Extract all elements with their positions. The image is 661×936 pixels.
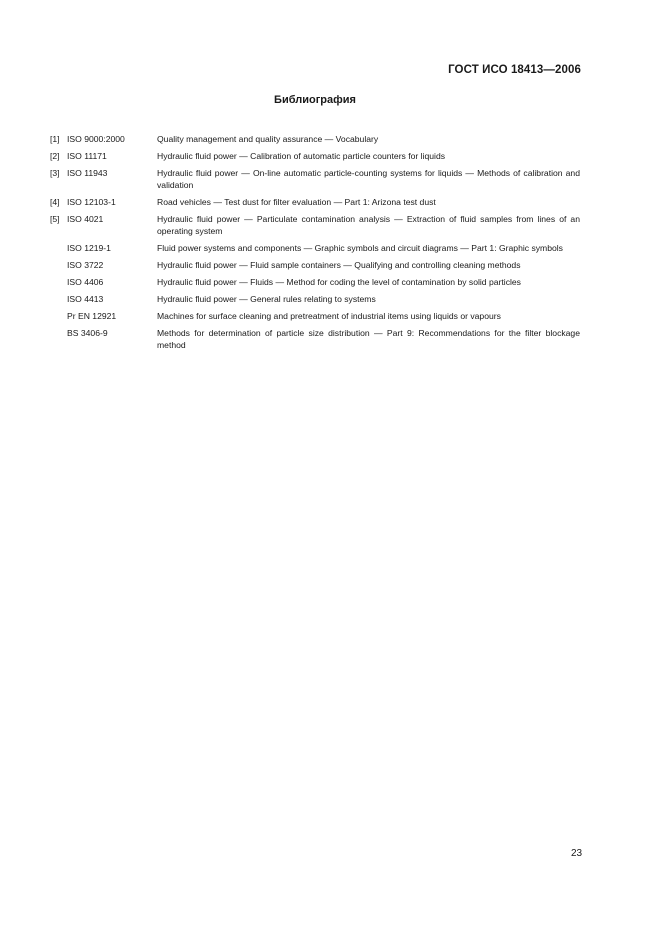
bibliography-entry <box>50 259 580 271</box>
entry-standard: ISO 12103-1 <box>67 197 116 207</box>
entry-standard: ISO 11171 <box>67 151 107 161</box>
entry-standard: ISO 1219-1 <box>67 243 111 253</box>
bibliography-entry <box>50 276 580 288</box>
entry-standard: ISO 4406 <box>67 277 104 287</box>
entry-title: Hydraulic fluid power — Fluid sample containers — Qualifying and controlling cleaning methods <box>157 260 521 270</box>
entry-title: Machines for surface cleaning and pretreatment of industrial items using liquids or vapours <box>157 311 501 321</box>
bibliography-entry <box>50 133 580 145</box>
bibliography-entry <box>50 213 580 237</box>
entry-number: [5] <box>50 214 60 224</box>
bibliography-entry <box>50 150 580 162</box>
entry-standard: ISO 3722 <box>67 260 104 270</box>
entry-title: Road vehicles — Test dust for filter evaluation — Part 1: Arizona test dust <box>157 197 436 207</box>
entry-standard: ISO 4021 <box>67 214 104 224</box>
bibliography-entry <box>50 293 580 305</box>
page-number: 23 <box>571 848 583 859</box>
entry-title: Hydraulic fluid power — Calibration of automatic particle counters for liquids <box>157 151 446 161</box>
entry-title: Methods for determination of particle size distribution — Part 9: Recommendations for the filter blockage method <box>157 328 580 350</box>
entry-number: [4] <box>50 197 60 207</box>
entry-title: Fluid power systems and components — Graphic symbols and circuit diagrams — Part 1: Graphic symbols <box>157 243 563 253</box>
bibliography-entry <box>50 167 580 191</box>
entry-title: Hydraulic fluid power — On-line automatic particle-counting systems for liquids — Methods of calibration and validation <box>157 168 580 190</box>
entry-standard: Pr EN 12921 <box>67 311 117 321</box>
bibliography-entry <box>50 196 580 208</box>
entry-title: Hydraulic fluid power — General rules relating to systems <box>157 294 376 304</box>
bibliography-entry <box>50 310 580 322</box>
entry-number: [1] <box>50 134 60 144</box>
entry-standard: ISO 11943 <box>67 168 108 178</box>
entry-title: Quality management and quality assurance — Vocabulary <box>157 134 379 144</box>
bibliography-entry <box>50 327 580 351</box>
entry-standard: ISO 9000:2000 <box>67 134 125 144</box>
entry-number: [3] <box>50 168 60 178</box>
entry-title: Hydraulic fluid power — Fluids — Method for coding the level of contamination by solid particles <box>157 277 521 287</box>
entry-title: Hydraulic fluid power — Particulate contamination analysis — Extraction of fluid samples from lines of an operating system <box>157 214 580 236</box>
bibliography-list <box>50 133 580 356</box>
bibliography-entry <box>50 242 580 254</box>
entry-number: [2] <box>50 151 60 161</box>
entry-standard: BS 3406-9 <box>67 328 108 338</box>
entry-standard: ISO 4413 <box>67 294 104 304</box>
document-code: ГОСТ ИСО 18413—2006 <box>448 64 581 76</box>
section-title: Библиография <box>274 94 356 106</box>
